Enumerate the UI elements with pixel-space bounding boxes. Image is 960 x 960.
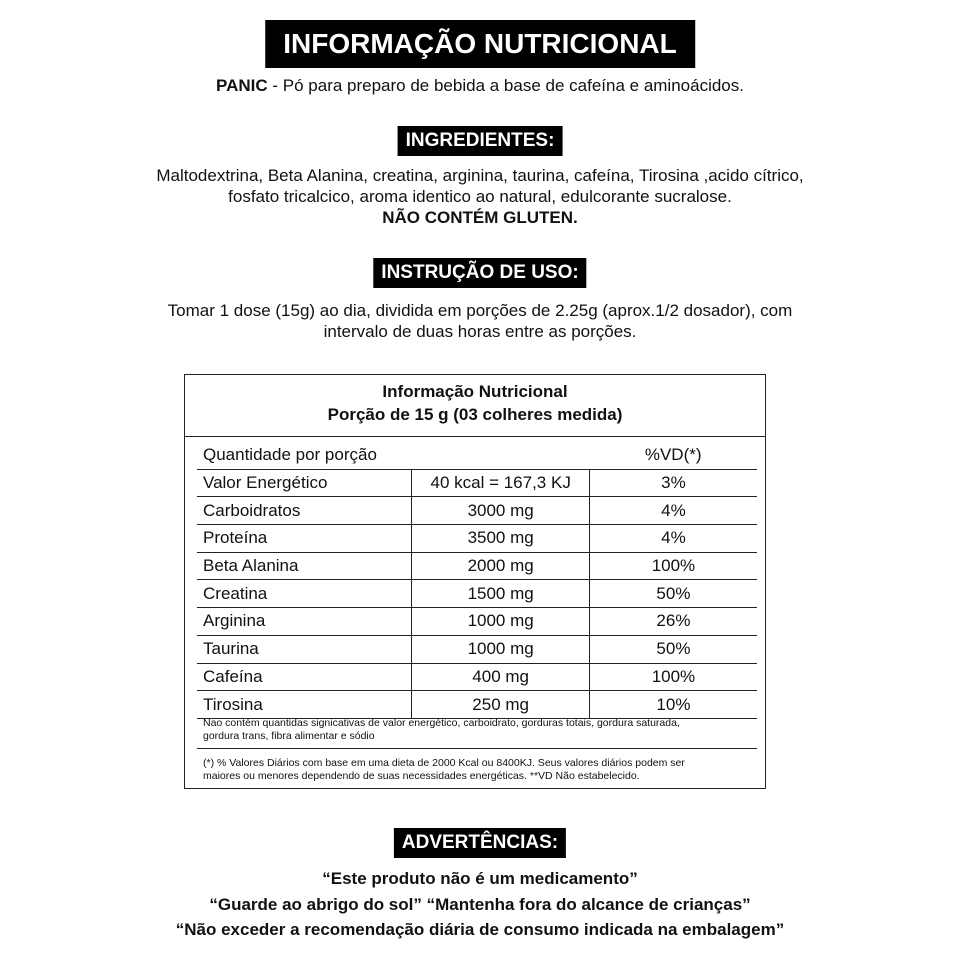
nutrient-amount: 3000 mg xyxy=(412,497,589,525)
ingredients-line-2: fosfato tricalcico, aroma identico ao natural, edulcorante sucralose. xyxy=(228,187,732,206)
warnings-text xyxy=(0,866,960,943)
table-row xyxy=(197,497,757,525)
page-title: INFORMAÇÃO NUTRICIONAL xyxy=(265,20,695,68)
instructions-heading: INSTRUÇÃO DE USO: xyxy=(373,258,586,288)
gluten-notice: NÃO CONTÉM GLUTEN. xyxy=(382,208,578,227)
instructions-text xyxy=(0,300,960,342)
nutrient-name: Creatina xyxy=(197,580,412,608)
table-row xyxy=(197,691,757,719)
nutrient-vd: 100% xyxy=(589,663,757,691)
nutrient-vd: 100% xyxy=(589,552,757,580)
table-row xyxy=(197,663,757,691)
nutrition-table-header-row xyxy=(197,442,757,469)
header-vd: %VD(*) xyxy=(589,442,757,469)
table-row xyxy=(197,580,757,608)
nutrient-amount: 250 mg xyxy=(412,691,589,719)
nutrient-name: Tirosina xyxy=(197,691,412,719)
nutrient-name: Valor Energético xyxy=(197,469,412,497)
nutrient-name: Taurina xyxy=(197,635,412,663)
nutrition-table xyxy=(197,442,757,719)
table-row xyxy=(197,635,757,663)
warning-line-2: “Guarde ao abrigo do sol” “Mantenha fora do alcance de crianças” xyxy=(209,894,751,914)
nutrition-title: Informação Nutricional xyxy=(382,382,568,401)
nutrient-name: Arginina xyxy=(197,608,412,636)
product-description-text: - Pó para preparo de bebida a base de cafeína e aminoácidos. xyxy=(267,76,744,95)
product-name: PANIC xyxy=(216,76,268,95)
ingredients-heading: INGREDIENTES: xyxy=(398,126,563,156)
instructions-line-2: intervalo de duas horas entre as porções. xyxy=(323,322,637,341)
ingredients-text xyxy=(0,165,960,228)
nutrition-header xyxy=(185,375,765,437)
nutrient-vd: 50% xyxy=(589,635,757,663)
nutrient-vd: 10% xyxy=(589,691,757,719)
instructions-line-1: Tomar 1 dose (15g) ao dia, dividida em porções de 2.25g (aprox.1/2 dosador), com xyxy=(167,301,793,320)
nutrient-vd: 4% xyxy=(589,525,757,553)
nutrient-name: Proteína xyxy=(197,525,412,553)
nutrient-amount: 1000 mg xyxy=(412,635,589,663)
nutrient-amount: 3500 mg xyxy=(412,525,589,553)
notes-divider xyxy=(197,748,757,749)
nutrient-amount: 400 mg xyxy=(412,663,589,691)
table-row xyxy=(197,552,757,580)
nutrition-note-daily-values xyxy=(203,757,763,783)
note2-line-2: maiores ou menores dependendo de suas necessidades energéticas. **VD Não estabelecido. xyxy=(203,770,640,782)
nutrient-vd: 3% xyxy=(589,469,757,497)
header-empty xyxy=(412,442,589,469)
ingredients-line-1: Maltodextrina, Beta Alanina, creatina, arginina, taurina, cafeína, Tirosina ,acido cítrico, xyxy=(156,166,804,185)
nutrient-vd: 26% xyxy=(589,608,757,636)
warning-line-1: “Este produto não é um medicamento” xyxy=(322,869,638,888)
nutrient-amount: 1000 mg xyxy=(412,608,589,636)
nutrient-amount: 40 kcal = 167,3 KJ xyxy=(412,469,589,497)
product-description xyxy=(0,75,960,96)
nutrition-portion: Porção de 15 g (03 colheres medida) xyxy=(327,405,623,424)
header-quantity-label: Quantidade por porção xyxy=(197,442,412,469)
nutrient-vd: 4% xyxy=(589,497,757,525)
nutrient-amount: 1500 mg xyxy=(412,580,589,608)
table-row xyxy=(197,469,757,497)
nutrient-name: Beta Alanina xyxy=(197,552,412,580)
warnings-heading: ADVERTÊNCIAS: xyxy=(394,828,566,858)
nutrient-amount: 2000 mg xyxy=(412,552,589,580)
warning-line-3: “Não exceder a recomendação diária de consumo indicada na embalagem” xyxy=(175,920,785,939)
nutrient-name: Cafeína xyxy=(197,663,412,691)
nutrition-facts-panel xyxy=(184,374,766,789)
note1-line-1: Nao contém quantidas signicativas de valor energético, carboidrato, gorduras totais, gordura saturada, xyxy=(203,717,680,729)
nutrient-name: Carboidratos xyxy=(197,497,412,525)
table-row xyxy=(197,525,757,553)
note2-line-1: (*) % Valores Diários com base em uma dieta de 2000 Kcal ou 8400KJ. Seus valores diários podem ser xyxy=(203,757,685,769)
note1-line-2: gordura trans, fibra alimentar e sódio xyxy=(203,730,375,742)
nutrient-vd: 50% xyxy=(589,580,757,608)
nutrition-note-insignificant xyxy=(203,717,763,743)
table-row xyxy=(197,608,757,636)
